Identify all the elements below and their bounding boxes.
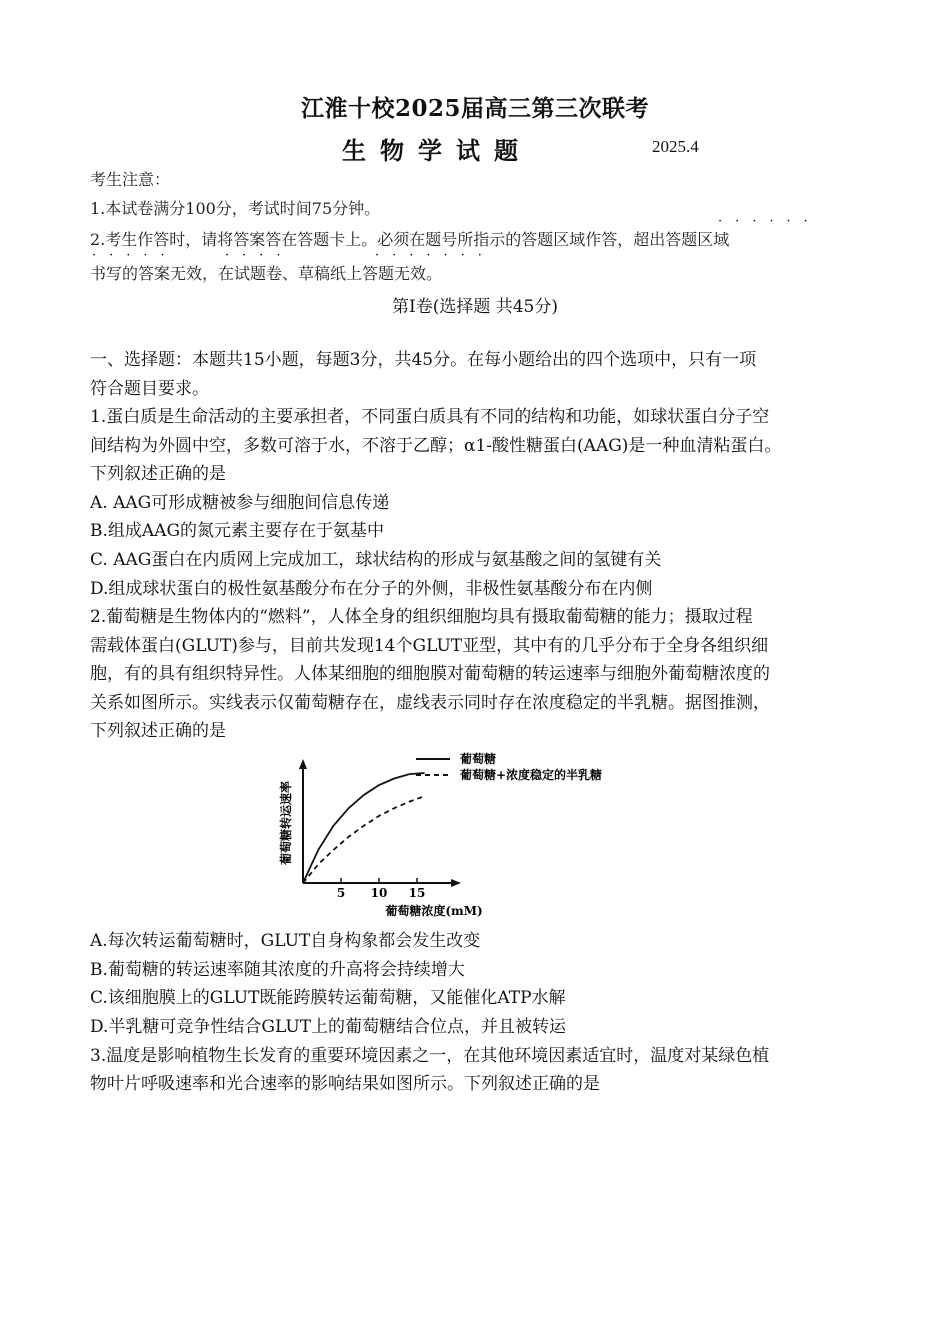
legend-label-glucose-galactose: 葡萄糖+浓度稳定的半乳糖 (460, 768, 603, 782)
q1-option-a: A. AAG可形成糖被参与细胞间信息传递 (90, 493, 390, 513)
x-tick-label: 10 (370, 886, 388, 900)
subject-title: 生物学试题 (342, 136, 532, 165)
q1-option-c: C. AAG蛋白在内质网上完成加工，球状结构的形成与氨基酸之间的氢键有关 (90, 550, 662, 570)
series-line-glucose-galactose (303, 796, 425, 883)
x-axis-arrow (451, 879, 461, 887)
notice-item-1: 1.本试卷满分100分，考试时间75分钟。 (90, 199, 381, 218)
x-axis-label: 葡萄糖浓度(mM) (385, 904, 483, 918)
y-axis-label: 葡萄糖转运速率 (279, 780, 293, 866)
q1-option-d: D.组成球状蛋白的极性氨基酸分布在分子的外侧，非极性氨基酸分布在内侧 (90, 579, 653, 599)
notice-item-2-line1: 2.考生作答时，请将答案答在答题卡上。必须在题号所指示的答题区域作答，超出答题区域 (90, 230, 730, 249)
q1-option-b: B.组成AAG的氮元素主要存在于氨基中 (90, 521, 385, 541)
q3-stem-line1: 3.温度是影响植物生长发育的重要环境因素之一，在其他环境因素适宜时，温度对某绿色植 (90, 1046, 770, 1066)
q2-stem-line1: 2.葡萄糖是生物体内的“燃料”，人体全身的组织细胞均具有摄取葡萄糖的能力；摄取过程 (90, 607, 753, 627)
notice-item-2-line2: 书写的答案无效，在试题卷、草稿纸上答题无效。 (90, 264, 443, 283)
exam-title: 江淮十校2025届高三第三次联考 (300, 95, 649, 122)
q3-stem-line2: 物叶片呼吸速率和光合速率的影响结果如图所示。下列叙述正确的是 (90, 1074, 600, 1094)
q2-stem-line5: 下列叙述正确的是 (90, 721, 226, 741)
legend-label-glucose: 葡萄糖 (460, 752, 497, 766)
y-axis-arrow (299, 759, 307, 769)
x-tick-label: 15 (408, 886, 426, 900)
q1-stem-line3: 下列叙述正确的是 (90, 464, 226, 484)
q2-option-d: D.半乳糖可竞争性结合GLUT上的葡萄糖结合位点，并且被转运 (90, 1017, 567, 1037)
glucose-transport-chart (270, 745, 650, 925)
q2-option-a: A.每次转运葡萄糖时，GLUT自身构象都会发生改变 (90, 931, 481, 951)
instructions-line2: 符合题目要求。 (90, 379, 209, 399)
exam-date: 2025.4 (652, 137, 699, 156)
notice-heading: 考生注意： (90, 170, 171, 189)
emphasis-dots-1: ······ (718, 214, 821, 229)
q1-stem-line2: 间结构为外圆中空，多数可溶于水，不溶于乙醇；α1-酸性糖蛋白(AAG)是一种血清粘蛋白。 (90, 436, 782, 456)
x-tick-label: 5 (336, 886, 346, 900)
emphasis-dots-4: ······· (375, 248, 495, 263)
emphasis-dots-2: ····· (92, 248, 178, 263)
series-line-glucose (303, 773, 425, 883)
q1-stem-line1: 1.蛋白质是生命活动的主要承担者，不同蛋白质具有不同的结构和功能，如球状蛋白分子空 (90, 407, 770, 427)
instructions-line1: 一、选择题：本题共15小题，每题3分，共45分。在每小题给出的四个选项中，只有一项 (90, 350, 757, 370)
q2-stem-line2: 需载体蛋白(GLUT)参与，目前共发现14个GLUT亚型，其中有的几乎分布于全身各组织细 (90, 636, 769, 656)
q2-stem-line4: 关系如图所示。实线表示仅葡萄糖存在，虚线表示同时存在浓度稳定的半乳糖。据图推测， (90, 693, 770, 713)
q2-option-b: B.葡萄糖的转运速率随其浓度的升高将会持续增大 (90, 960, 465, 980)
q2-stem-line3: 胞，有的具有组织特异性。人体某细胞的细胞膜对葡萄糖的转运速率与细胞外葡萄糖浓度的 (90, 664, 770, 684)
section-title: 第Ⅰ卷(选择题 共45分) (391, 297, 558, 317)
q2-option-c: C.该细胞膜上的GLUT既能跨膜转运葡萄糖，又能催化ATP水解 (90, 988, 566, 1008)
emphasis-dots-3: ···· (225, 248, 294, 263)
